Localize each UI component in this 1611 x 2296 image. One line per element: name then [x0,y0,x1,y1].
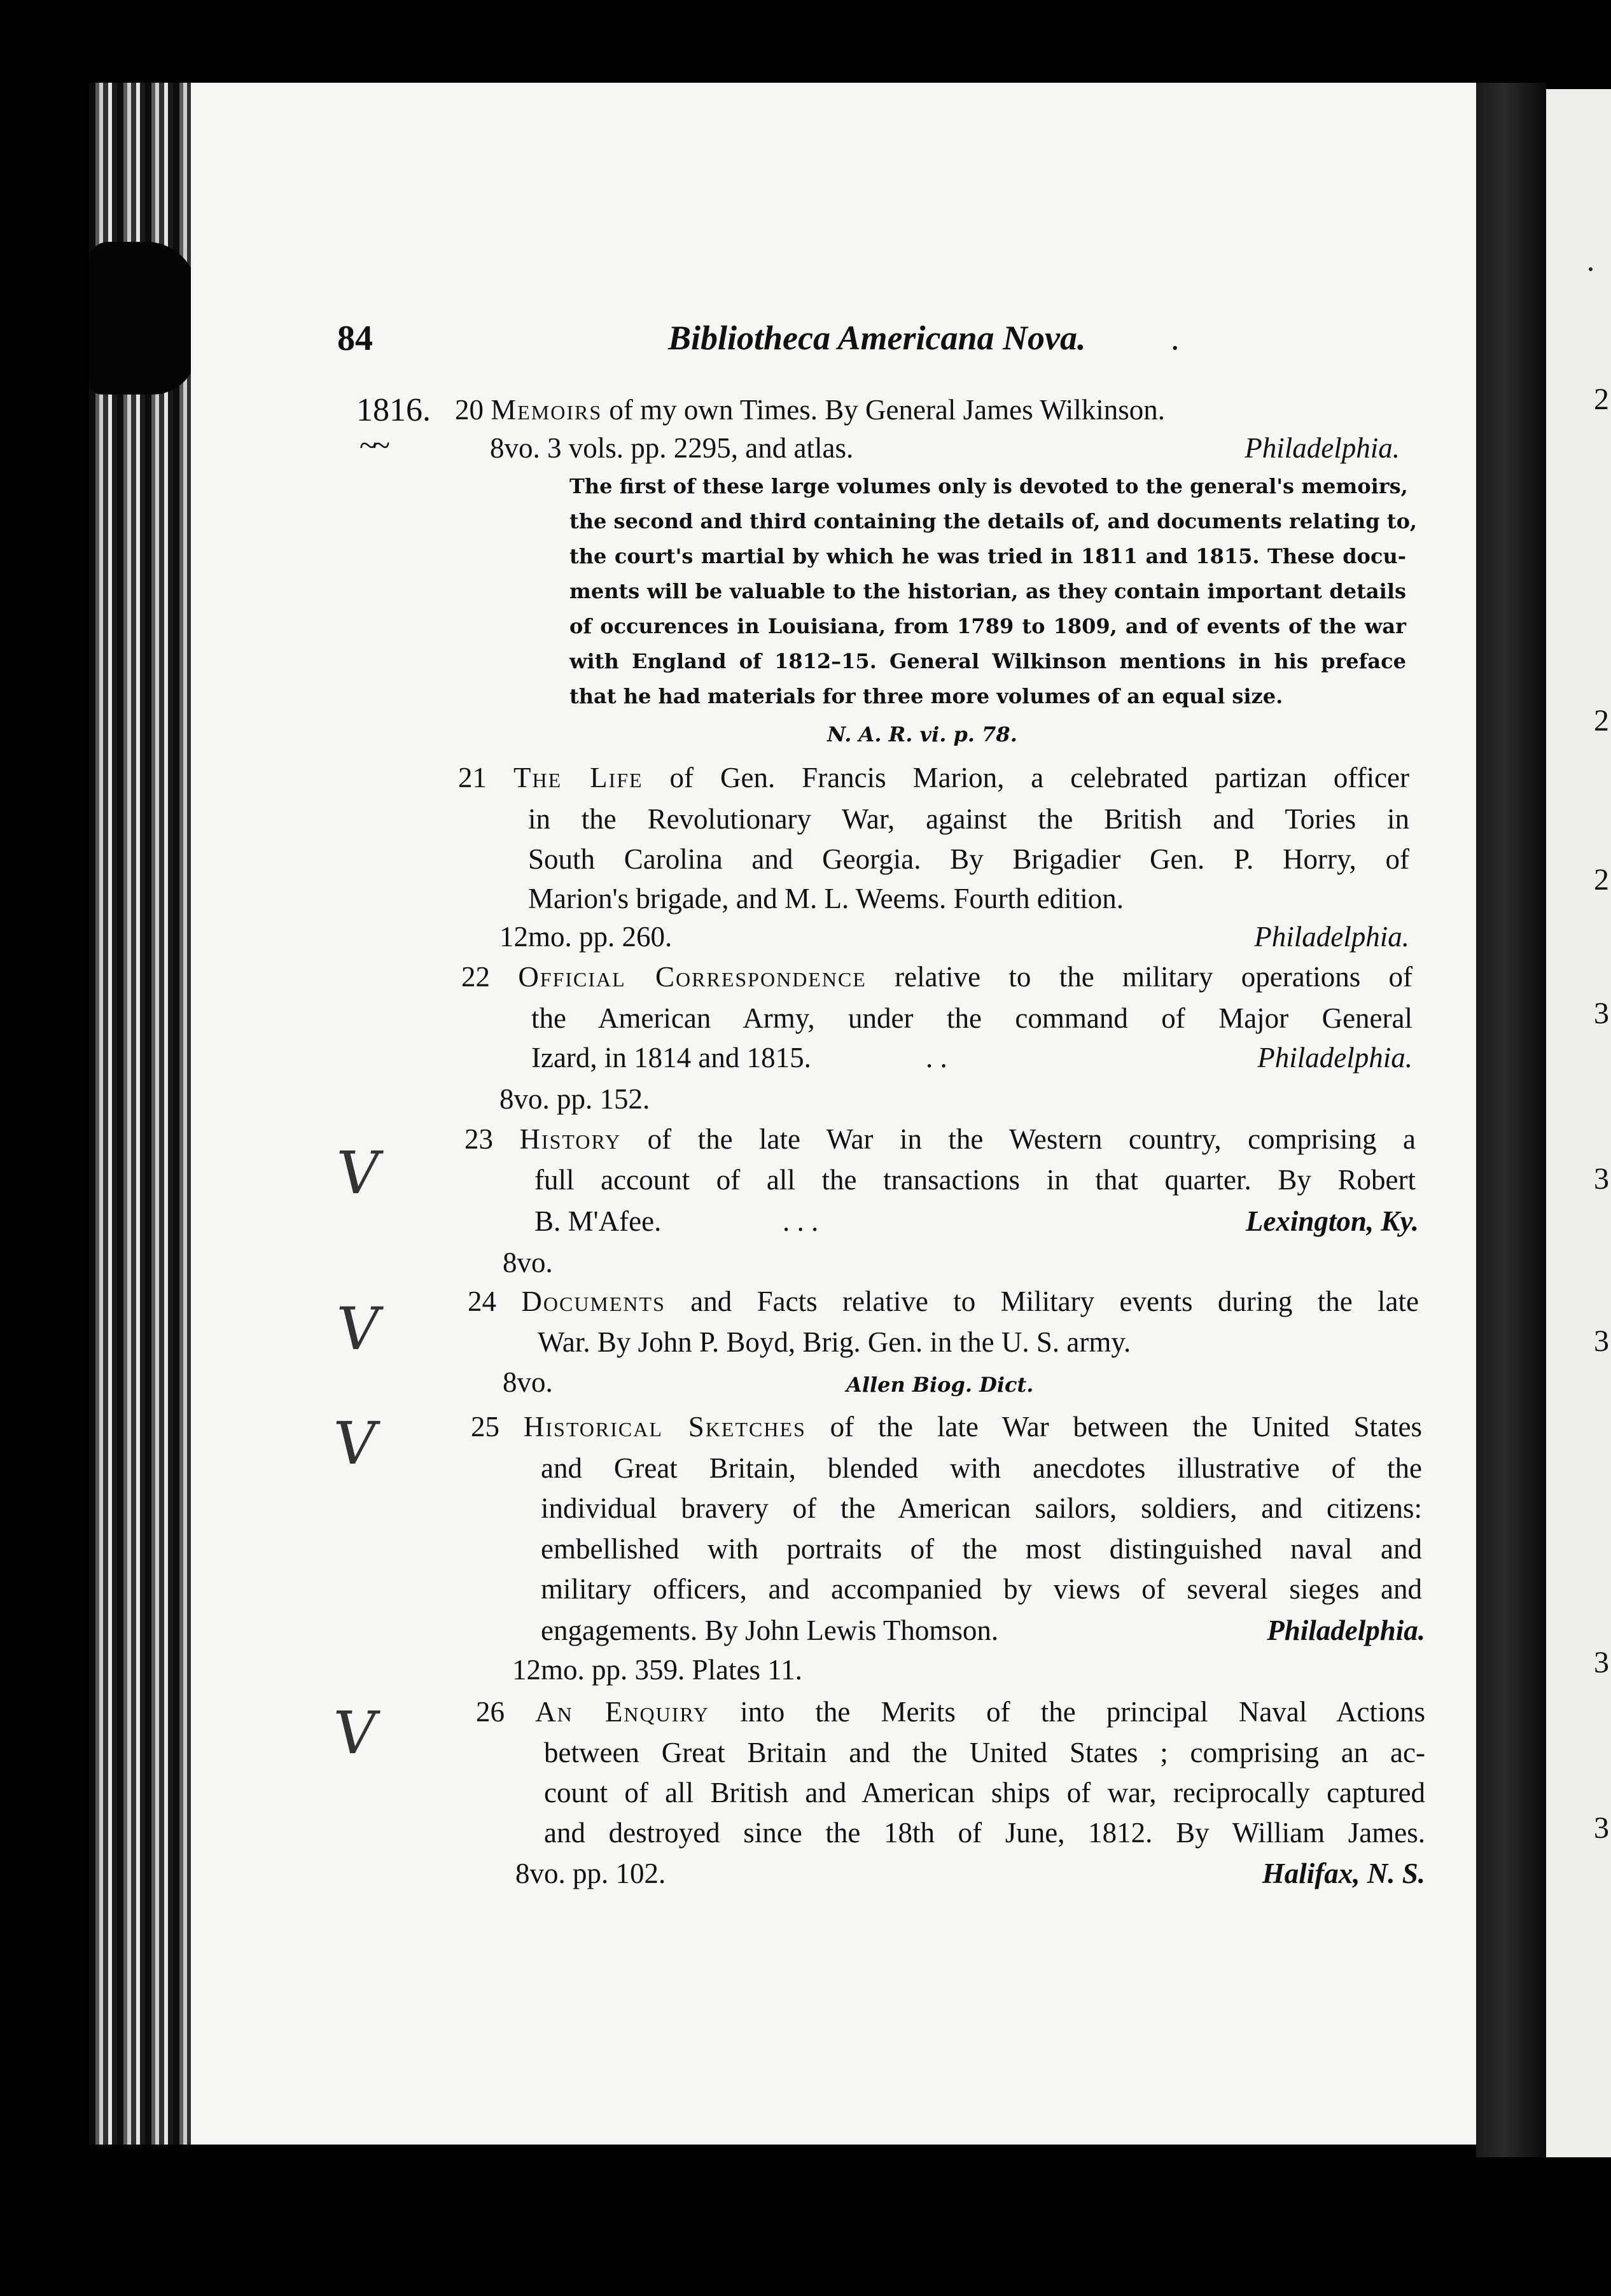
entry-text: South Carolina and Georgia. By Brigadier Gen. P. Horry, of [528,843,1409,875]
ink-blot [89,242,197,395]
entry-number: 26 [476,1696,505,1728]
entry-place: Philadelphia. [1245,432,1400,464]
entry-text: of the late War in the Western country, comprising a [647,1123,1416,1155]
entry-text: of Gen. Francis Marion, a celebrated partizan officer [669,762,1410,794]
entry-text: B. M'Afee. [534,1205,662,1237]
entry-20-imprint [490,434,1400,463]
entry-26-line-1 [476,1698,1425,1726]
entry-text: individual bravery of the American sailors, soldiers, and citizens: [541,1492,1422,1524]
entry-format: 12mo. pp. 359. Plates 11. [512,1654,802,1686]
entry-format: 12mo. pp. 260. [499,921,673,953]
entry-source: Allen Biog. Dict. [846,1373,1034,1397]
entry-title: An Enquiry [535,1696,710,1728]
entry-text: between Great Britain and the United States ; comprising an ac- [544,1737,1425,1768]
entry-text: embellished with portraits of the most distinguished naval and [541,1533,1422,1565]
stray-mark [1589,267,1593,271]
entry-title: History [519,1123,622,1155]
entry-25-line-6 [541,1616,1425,1645]
check-mark: V [332,1139,384,1207]
header-dot: . [1171,319,1180,357]
entry-22-line-1 [461,963,1412,991]
page-number: 84 [337,319,373,358]
entry-text: count of all British and American ships of war, reciprocally captured [544,1777,1425,1809]
entry-text: full account of all the transactions in that quarter. By Robert [534,1164,1416,1196]
entry-text: Izard, in 1814 and 1815. [531,1042,811,1074]
entry-place: Philadelphia. [1254,921,1409,953]
entry-format: 8vo. [503,1366,553,1398]
entry-text: military officers, and accompanied by views of several sieges and [541,1573,1422,1605]
facing-page-number: 3 [1594,1324,1609,1358]
entry-text: of the late War between the United States [830,1411,1423,1443]
entry-format: 8vo. 3 vols. pp. 2295, and atlas. [490,432,854,464]
entry-format: 8vo. pp. 102. [515,1858,666,1889]
entry-21-imprint [499,923,1409,951]
entry-26-imprint [515,1859,1425,1888]
check-mark: V [329,1699,381,1767]
leader-dots: . . [926,1042,947,1074]
facing-page-number: 3 [1594,1811,1609,1845]
entry-text: in the Revolutionary War, against the British and Tories in [528,803,1409,835]
entry-20-line-1 [455,396,1165,424]
note-line: with England of 1812–15. General Wilkinson mentions in his preface [569,649,1406,673]
facing-page-number: 3 [1594,1646,1609,1679]
page-header [337,318,1180,369]
facing-page-number: 3 [1594,1162,1609,1196]
entry-25-line-1 [471,1413,1422,1441]
entry-title: Memoirs [491,394,603,426]
facing-page-number: 2 [1594,382,1609,416]
facing-page-number: 3 [1594,997,1609,1030]
note-line: the second and third containing the details of, and documents relating to, [569,509,1418,533]
entry-format: 8vo. pp. 152. [499,1083,650,1115]
facing-page-number: 2 [1594,863,1609,897]
year-rule: ~~ [359,427,387,463]
entry-format: 8vo. [503,1247,553,1278]
entry-number: 21 [458,762,487,794]
entry-22-line-3 [531,1044,1412,1072]
entry-text: and destroyed since the 18th of June, 1812. By William James. [544,1817,1425,1849]
entry-23-line-3 [534,1207,1419,1236]
check-mark: V [332,1295,384,1363]
entry-title: Documents [521,1285,666,1317]
facing-page-number: 2 [1594,704,1609,738]
entry-place: Halifax, N. S. [1262,1858,1425,1889]
note-line: The first of these large volumes only is devoted to the general's memoirs, [569,474,1408,498]
entry-23-line-1 [464,1125,1416,1154]
entry-title: Historical Sketches [523,1411,806,1443]
entry-21-line-1 [458,764,1409,792]
note-line: ments will be valuable to the historian, as they contain important details [569,579,1406,603]
note-line: that he had materials for three more volumes of an equal size. [569,684,1283,708]
note-line: the court's martial by which he was tried in 1811 and 1815. These docu- [569,544,1406,568]
note-source: N. A. R. vi. p. 78. [827,722,1017,746]
entry-number: 24 [468,1285,496,1317]
entry-number: 20 [455,394,484,426]
entry-place: Lexington, Ky. [1245,1205,1419,1237]
entry-text: of my own Times. By General James Wilkinson. [609,394,1166,426]
entry-title: The Life [513,762,643,794]
check-mark: V [329,1410,381,1478]
entry-text: War. By John P. Boyd, Brig. Gen. in the U. S. army. [538,1326,1131,1358]
entry-text: and Facts relative to Military events during the late [690,1285,1419,1317]
entry-number: 25 [471,1411,499,1443]
entry-number: 22 [461,961,490,993]
entry-24-line-1 [468,1287,1419,1316]
entry-text: relative to the military operations of [895,961,1413,993]
entry-text: Marion's brigade, and M. L. Weems. Fourth edition. [528,883,1124,914]
entry-place: Philadelphia. [1257,1042,1412,1074]
running-title: Bibliotheca Americana Nova. [668,319,1086,357]
entry-text: the American Army, under the command of Major General [531,1002,1412,1034]
note-line: of occurences in Louisiana, from 1789 to 1809, and of events of the war [569,614,1406,638]
year-heading: 1816. [356,392,431,428]
entry-title: Official Correspondence [518,961,867,993]
leader-dots: . . . [783,1205,819,1237]
entry-number: 23 [464,1123,493,1155]
entry-text: and Great Britain, blended with anecdotes illustrative of the [541,1452,1422,1484]
entry-place: Philadelphia. [1267,1614,1425,1646]
entry-text: engagements. By John Lewis Thomson. [541,1614,999,1646]
entry-text: into the Merits of the principal Naval Actions [740,1696,1425,1728]
book-gutter [1476,83,1546,2157]
